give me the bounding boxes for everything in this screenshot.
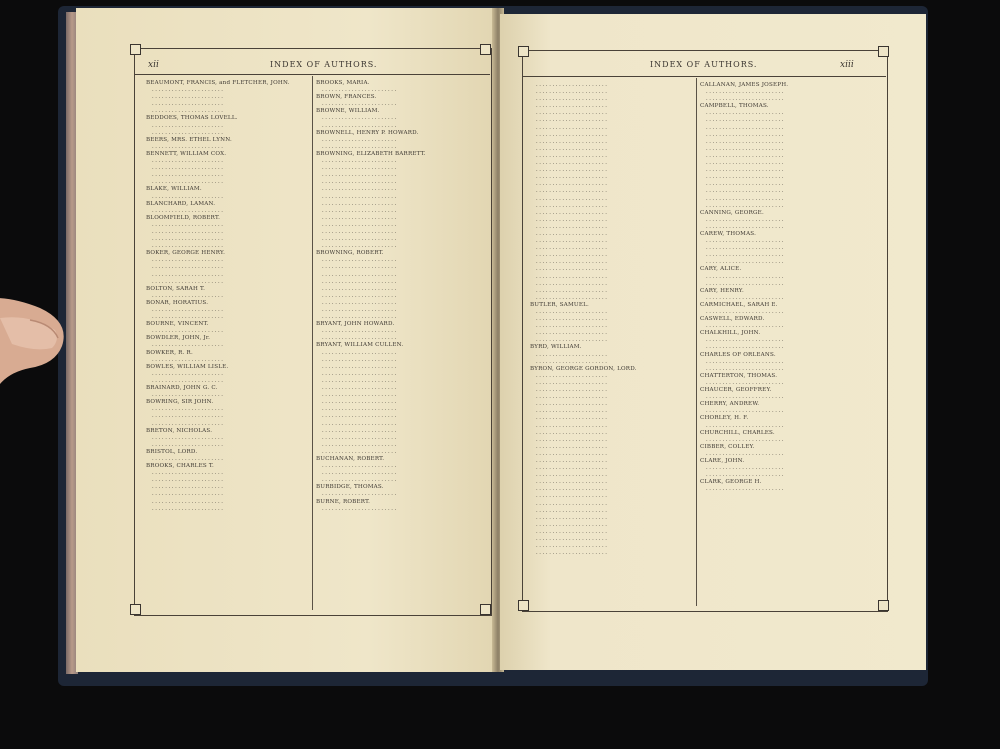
author-entry: CLARK, GEORGE H. [700,479,762,486]
author-entry: BOWLES, WILLIAM LISLE. [146,363,229,370]
author-entry: BRETON, NICHOLAS. [146,427,213,434]
author-entry: BOWRING, SIR JOHN. [146,399,214,406]
author-entry: BENNETT, WILLIAM COX. [146,150,227,157]
author-entry: BROWNELL, HENRY P. HOWARD. [316,129,419,136]
right-page [500,14,926,670]
author-entry: BOKER, GEORGE HENRY. [146,250,226,257]
author-entry: CHALKHILL, JOHN. [700,330,761,337]
author-entry: CAREW, THOMAS. [700,230,757,237]
author-entry: BUTLER, SAMUEL. [530,301,590,308]
author-entry: BROWN, FRANCES. [316,94,377,101]
author-entry: BROWNING, ROBERT. [316,250,384,257]
frame-corner [480,44,491,55]
author-entry: CALLANAN, JAMES JOSEPH. [700,82,789,88]
frame-corner [518,46,529,57]
frame-corner [480,604,491,615]
frame-corner [130,44,141,55]
author-entry: BROWNING, ELIZABETH BARRETT. [316,150,426,157]
author-entry: CAMPBELL, THOMAS. [700,103,769,110]
author-entry: BOLTON, SARAH T. [146,285,206,292]
left-author-column-1: BEAUMONT, FRANCIS, and FLETCHER, JOHN. . . . . . . . . . . . . . . . . . . . . . . . . . . . . . . . . . . . . . . . . . . . . . . . . . . . . . . . . . . . . . . . . . . . . . . . . . . . . . . . . . . . . . . . . BEDDOES, THOMAS LOVELL. . . . . . . . . . . . . . . . . . . . . . . . . . . . . . . . . . . . . . . . . . . . . BEERS, MRS. ETHEL LYNN. . . . . . . . . . . . . . . . . . . . . . . BENNETT, WILLIAM COX. . . . . . . . . . . . . . . . . . . . . . . . . . . . . . . . . . . . . . . . . . . . . . . . . . . . . . . . . . . . . . . . . . . . . . . . . . . . . . . . . . . . . . . . . BLAKE, WILLIAM. . . . . . . . . . . . . . . . . . . . . . . BLANCHARD, LAMAN. . . . . . . . . . . . . . . . . . . . . . . BLOOMFIELD, ROBERT. . . . . . . . . . . . . . . . . . . . . . . . . . . . . . . . . . . . . . . . . . . . . . . . . . . . . . . . . . . . . . . . . . . . . . . . . . . . . . . . . . . . . . . . . BOKER, GEORGE HENRY. . . . . . . . . . . . . . . . . . . . . . . . . . . . . . . . . . . . . . . . . . . . . . . . . . . . . . . . . . . . . . . . . . . . . . . . . . . . . . . . . . . . . . . . . BOLTON, SARAH T. . . . . . . . . . . . . . . . . . . . . . . BONAR, HORATIUS. . . . . . . . . . . . . . . . . . . . . . . . . . . . . . . . . . . . . . . . . . . . . BOURNE, VINCENT. . . . . . . . . . . . . . . . . . . . . . . BOWDLER, JOHN, Jr. . . . . . . . . . . . . . . . . . . . . . . BOWKER, R. R. . . . . . . . . . . . . . . . . . . . . . . BOWLES, WILLIAM LISLE. . . . . . . . . . . . . . . . . . . . . . . . . . . . . . . . . . . . . . . . . . . . . BRAINARD, JOHN G. C. . . . . . . . . . . . . . . . . . . . . . . BOWRING, SIR JOHN. . . . . . . . . . . . . . . . . . . . . . . . . . . . . . . . . . . . . . . . . . . . . . . . . . . . . . . . . . . . . . . . . . . BRETON, NICHOLAS. . . . . . . . . . . . . . . . . . . . . . . . . . . . . . . . . . . . . . . . . . . . . BRISTOL, LORD. . . . . . . . . . . . . . . . . . . . . . . BROOKS, CHARLES T. . . . . . . . . . . . . . . . . . . . . . . . . . . . . . . . . . . . . . . . . . . . . . . . . . . . . . . . . . . . . . . . . . . . . . . . . . . . . . . . . . . . . . . . . . . . . . . . . . . . . . . . . . . . . . . . . . . . . . . . . . . . . . . . . . . . . [146,80,308,513]
author-entry: CHATTERTON, THOMAS. [700,372,778,379]
author-entry: BROOKS, MARIA. [316,80,370,86]
author-entry: CHERRY, ANDREW. [700,401,760,408]
author-entry: BLAKE, WILLIAM. [146,186,202,193]
author-entry: BROOKS, CHARLES T. [146,463,214,470]
left-author-column-2: BROOKS, MARIA. . . . . . . . . . . . . . . . . . . . . . . . BROWN, FRANCES. . . . . . . . . . . . . . . . . . . . . . . . BROWNE, WILLIAM. . . . . . . . . . . . . . . . . . . . . . . . . . . . . . . . . . . . . . . . . . . . . . . BROWNELL, HENRY P. HOWARD. . . . . . . . . . . . . . . . . . . . . . . . . . . . . . . . . . . . . . . . . . . . . . . BROWNING, ELIZABETH BARRETT. . . . . . . . . . . . . . . . . . . . . . . . . . . . . . . . . . . . . . . . . . . . . . . . . . . . . . . . . . . . . . . . . . . . . . . . . . . . . . . . . . . . . . . . . . . . . . . . . . . . . . . . . . . . . . . . . . . . . . . . . . . . . . . . . . . . . . . . . . . . . . . . . . . . . . . . . . . . . . . . . . . . . . . . . . . . . . . . . . . . . . . . . . . . . . . . . . . . . . . . . . . . . . . . . . . . . . . . . . . . . . . . . . . . . . . . . . . . . . . . . . . . . . . . . . . . . . . . . . . . . . . . . . . . . . . . . . . . . . . . . . . . . . . . . . . . . . . . . . . . BROWNING, ROBERT. . . . . . . . . . . . . . . . . . . . . . . . . . . . . . . . . . . . . . . . . . . . . . . . . . . . . . . . . . . . . . . . . . . . . . . . . . . . . . . . . . . . . . . . . . . . . . . . . . . . . . . . . . . . . . . . . . . . . . . . . . . . . . . . . . . . . . . . . . . . . . . . . . . . . . . . . . . . . . . . . . . . . . . . . . . . . . . . . . . . . . . . . . . . . . . . . . . . . . . . . . . . . . . . BRYANT, JOHN HOWARD. . . . . . . . . . . . . . . . . . . . . . . . . . . . . . . . . . . . . . . . . . . . . . . BRYANT, WILLIAM CULLEN. . . . . . . . . . . . . . . . . . . . . . . . . . . . . . . . . . . . . . . . . . . . . . . . . . . . . . . . . . . . . . . . . . . . . . . . . . . . . . . . . . . . . . . . . . . . . . . . . . . . . . . . . . . . . . . . . . . . . . . . . . . . . . . . . . . . . . . . . . . . . . . . . . . . . . . . . . . . . . . . . . . . . . . . . . . . . . . . . . . . . . . . . . . . . . . . . . . . . . . . . . . . . . . . . . . . . . . . . . . . . . . . . . . . . . . . . . . . . . . . . . . . . . . . . . . . . . . . . . . . . . . . . . . . . . . . . . . . . . . . . . . . . . . . . . . . . . . . . . . . . . . . . . . . . . . . . . . . . . . . . . . . . . . . . . . . . . . . . . . . . . . . . . BUCHANAN, ROBERT. . . . . . . . . . . . . . . . . . . . . . . . . . . . . . . . . . . . . . . . . . . . . . . . . . . . . . . . . . . . . . . . . . . . . . BURBIDGE, THOMAS. . . . . . . . . . . . . . . . . . . . . . . . BURNE, ROBERT. . . . . . . . . . . . . . . . . . . . . . . . [316,80,484,513]
author-entry: BRYANT, WILLIAM CULLEN. [316,342,404,349]
author-entry: BYRON, GEORGE GORDON, LORD. [530,365,637,372]
author-entry: CHURCHILL, CHARLES. [700,429,775,436]
right-page-header: INDEX OF AUTHORS. [650,60,758,69]
author-entry: BLOOMFIELD, ROBERT. [146,214,221,221]
left-page-header: INDEX OF AUTHORS. [270,60,378,69]
author-entry: BOURNE, VINCENT. [146,321,209,328]
holding-hand [0,288,110,408]
author-entry: CIBBER, COLLEY. [700,443,755,450]
author-entry: BURNE, ROBERT. [316,498,371,505]
frame-corner [518,600,529,611]
author-entry: BRISTOL, LORD. [146,448,198,455]
author-entry: BEAUMONT, FRANCIS, and FLETCHER, JOHN. [146,80,290,86]
right-page-number: xiii [840,60,854,70]
author-entry: BUCHANAN, ROBERT. [316,455,385,462]
author-entry: CARMICHAEL, SARAH E. [700,301,778,308]
author-entry: CASWELL, EDWARD. [700,316,765,323]
author-entry: BRYANT, JOHN HOWARD. [316,321,395,328]
left-page [76,8,494,672]
author-entry: BYRD, WILLIAM. [530,344,582,351]
author-entry: BOWKER, R. R. [146,349,193,356]
author-entry: BRAINARD, JOHN G. C. [146,385,218,392]
author-entry: BURBIDGE, THOMAS. [316,484,384,491]
frame-corner [878,46,889,57]
column-divider [312,76,313,610]
author-entry: CARY, HENRY. [700,287,744,294]
author-entry: CANNING, GEORGE. [700,209,764,216]
frame-corner [878,600,889,611]
author-entry: CHORLEY, H. F. [700,415,749,422]
author-entry: CARY, ALICE. [700,266,742,273]
author-entry: BOWDLER, JOHN, Jr. [146,335,211,342]
author-entry: CHARLES OF ORLEANS. [700,351,776,358]
right-author-column-1: . . . . . . . . . . . . . . . . . . . . . . . . . . . . . . . . . . . . . . . . . . . . . . . . . . . . . . . . . . . . . . . . . . . . . . . . . . . . . . . . . . . . . . . . . . . . . . . . . . . . . . . . . . . . . . . . . . . . . . . . . . . . . . . . . . . . . . . . . . . . . . . . . . . . . . . . . . . . . . . . . . . . . . . . . . . . . . . . . . . . . . . . . . . . . . . . . . . . . . . . . . . . . . . . . . . . . . . . . . . . . . . . . . . . . . . . . . . . . . . . . . . . . . . . . . . . . . . . . . . . . . . . . . . . . . . . . . . . . . . . . . . . . . . . . . . . . . . . . . . . . . . . . . . . . . . . . . . . . . . . . . . . . . . . . . . . . . . . . . . . . . . . . . . . . . . . . . . . . . . . . . . . . . . . . . . . . . . . . . . . . . . . . . . . . . . . . . . . . . . . . . . . . . . . . . . . . . . . . . . . . . . . . . . . . . . . . . . . . . . . . . . . . . . . . . . . . . . . . . . . . . . . . . . . . . . . . . . . . . . . . . . . . . . . . . . . . . . . . . . . . . . . . . . . . . . . . . . . . . . . . . . . . . . . . . . . . . . . . . . . . . . . . . . . . . . . . . . . . . . . . . . . . . . . . . . . . . . . . . . . . . . . . . . . . . . . . . . . . . . . . . . . . . . . . . . . . . . . . . . . . . . . . . . . . . . . . . . . . . . . . . . . . . . . . . . . . . . . . . . . . . . . . . . . . . . . . . . . . . . . . . BUTLER, SAMUEL. . . . . . . . . . . . . . . . . . . . . . . . . . . . . . . . . . . . . . . . . . . . . . . . . . . . . . . . . . . . . . . . . . . . . . . . . . . . . . . . . . . . . . . . . . . . . . . . . . . . . . . . . . . . . . . BYRD, WILLIAM. . . . . . . . . . . . . . . . . . . . . . . . . . . . . . . . . . . . . . . . . . . . . BYRON, GEORGE GORDON, LORD. . . . . . . . . . . . . . . . . . . . . . . . . . . . . . . . . . . . . . . . . . . . . . . . . . . . . . . . . . . . . . . . . . . . . . . . . . . . . . . . . . . . . . . . . . . . . . . . . . . . . . . . . . . . . . . . . . . . . . . . . . . . . . . . . . . . . . . . . . . . . . . . . . . . . . . . . . . . . . . . . . . . . . . . . . . . . . . . . . . . . . . . . . . . . . . . . . . . . . . . . . . . . . . . . . . . . . . . . . . . . . . . . . . . . . . . . . . . . . . . . . . . . . . . . . . . . . . . . . . . . . . . . . . . . . . . . . . . . . . . . . . . . . . . . . . . . . . . . . . . . . . . . . . . . . . . . . . . . . . . . . . . . . . . . . . . . . . . . . . . . . . . . . . . . . . . . . . . . . . . . . . . . . . . . . . . . . . . . . . . . . . . . . . . . . . . . . . . . . . . . . . . . . . . . . . . . . . . . . . . . . . . . . . . . . . . . . . . . . . . . . . . . . . . . . . . . . . . . . . . . . . . . . . . . . . . . . . . . . . . . . . . . . . . . . . . . . . . . . . . . . . . . . . . . . . . . . . . . . . . . . . . . . . . . . . . . . . . . . . . . . . . . . . . . . . . . . . . . . . . . . . . . . . . . . . . . [530,82,692,557]
right-author-column-2: CALLANAN, JAMES JOSEPH. . . . . . . . . . . . . . . . . . . . . . . . . . . . . . . . . . . . . . . . . . . . . . . . . CAMPBELL, THOMAS. . . . . . . . . . . . . . . . . . . . . . . . . . . . . . . . . . . . . . . . . . . . . . . . . . . . . . . . . . . . . . . . . . . . . . . . . . . . . . . . . . . . . . . . . . . . . . . . . . . . . . . . . . . . . . . . . . . . . . . . . . . . . . . . . . . . . . . . . . . . . . . . . . . . . . . . . . . . . . . . . . . . . . . . . . . . . . . . . . . . . . . . . . . . . . . . . . . . . . . . . . . . . . . . . . . . . . . . . . . . . . . . . . . . . . . . . . . . . . . . . . . . . . . . . . . . . . . . . . . . . . . . . . . . . . . . . . . . . . . . . . . . . . . . . . . . . . . . . . . . . . . . . . . . . . . . . . . . . . . . . . . . . . . . . . . . . . . . . CANNING, GEORGE. . . . . . . . . . . . . . . . . . . . . . . . . . . . . . . . . . . . . . . . . . . . . . . . . CAREW, THOMAS. . . . . . . . . . . . . . . . . . . . . . . . . . . . . . . . . . . . . . . . . . . . . . . . . . . . . . . . . . . . . . . . . . . . . . . . . . . . . . . . . . . . . . . . . . . . . . . . . CARY, ALICE. . . . . . . . . . . . . . . . . . . . . . . . . . . . . . . . . . . . . . . . . . . . . . . . . CARY, HENRY. . . . . . . . . . . . . . . . . . . . . . . . . CARMICHAEL, SARAH E. . . . . . . . . . . . . . . . . . . . . . . . . CASWELL, EDWARD. . . . . . . . . . . . . . . . . . . . . . . . . CHALKHILL, JOHN. . . . . . . . . . . . . . . . . . . . . . . . . . . . . . . . . . . . . . . . . . . . . . . . . CHARLES OF ORLEANS. . . . . . . . . . . . . . . . . . . . . . . . . . . . . . . . . . . . . . . . . . . . . . . . . CHATTERTON, THOMAS. . . . . . . . . . . . . . . . . . . . . . . . . CHAUCER, GEOFFREY. . . . . . . . . . . . . . . . . . . . . . . . . CHERRY, ANDREW. . . . . . . . . . . . . . . . . . . . . . . . . CHORLEY, H. F. . . . . . . . . . . . . . . . . . . . . . . . . CHURCHILL, CHARLES. . . . . . . . . . . . . . . . . . . . . . . . . CIBBER, COLLEY. . . . . . . . . . . . . . . . . . . . . . . . . CLARE, JOHN. . . . . . . . . . . . . . . . . . . . . . . . . . . . . . . . . . . . . . . . . . . . . . . . . CLARK, GEORGE H. . . . . . . . . . . . . . . . . . . . . . . . . [700,82,878,493]
author-entry: CLARE, JOHN. [700,457,745,464]
author-entry: BLANCHARD, LAMAN. [146,200,216,207]
column-divider [696,78,697,606]
left-page-number: xii [148,60,159,70]
author-entry: CHAUCER, GEOFFREY. [700,387,772,394]
author-entry: BONAR, HORATIUS. [146,299,209,306]
author-entry: BROWNE, WILLIAM. [316,108,380,115]
frame-corner [130,604,141,615]
author-entry: BEERS, MRS. ETHEL LYNN. [146,136,232,143]
author-entry: BEDDOES, THOMAS LOVELL. [146,115,238,122]
